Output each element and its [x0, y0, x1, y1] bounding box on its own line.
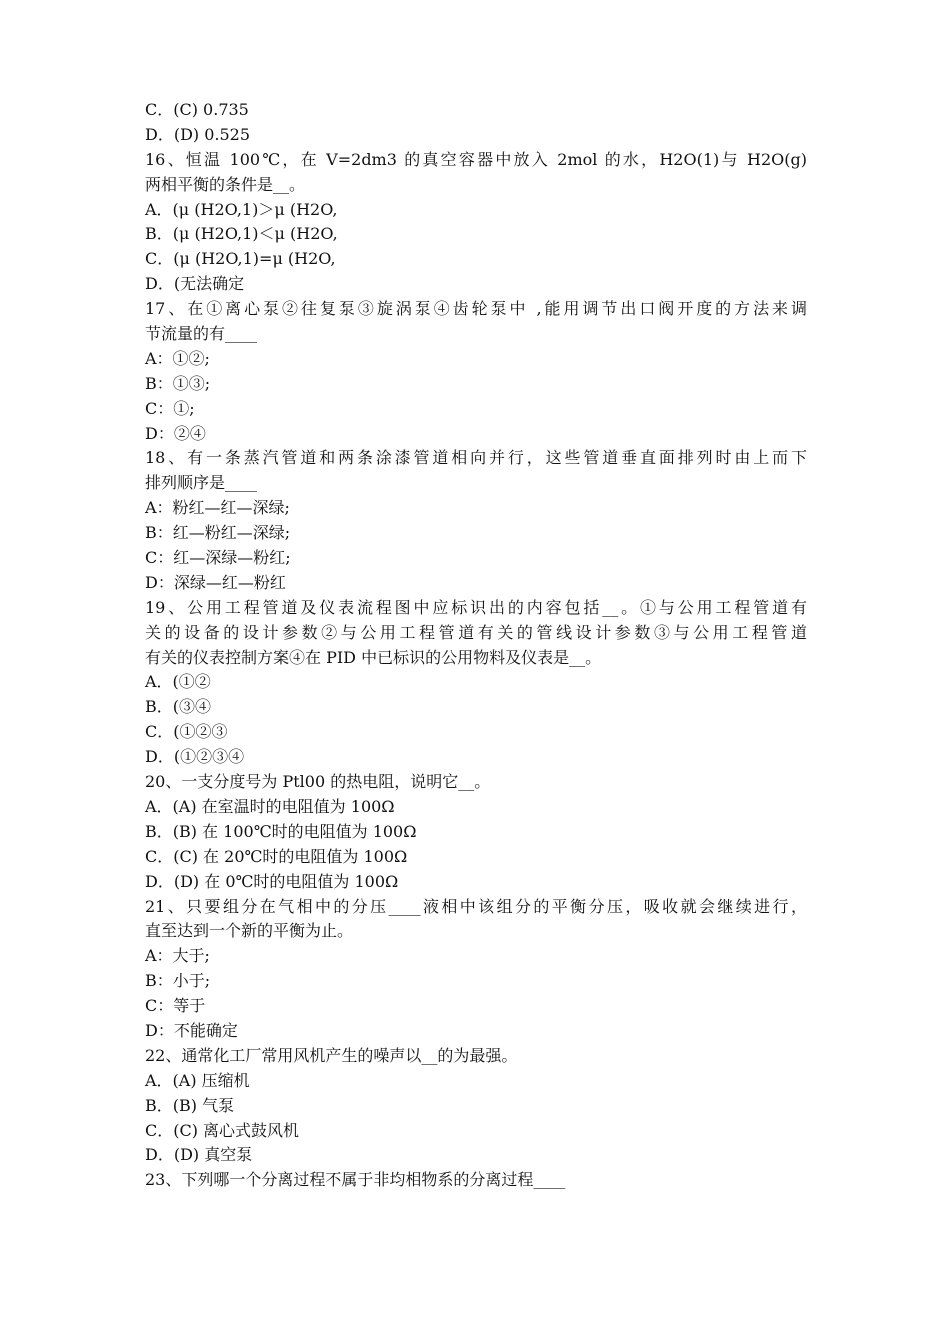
text-line: 23、下列哪一个分离过程不属于非均相物系的分离过程____ — [145, 1170, 566, 1190]
text-line: B．(③④ — [145, 697, 212, 717]
text-line: 21、只要组分在气相中的分压____液相中该组分的平衡分压，吸收就会继续进行， — [145, 896, 807, 916]
text-line: C．(μ (H2O,1)=μ (H2O, — [145, 249, 336, 269]
text-line: D．(D) 0.525 — [145, 124, 251, 144]
text-line: 关的设备的设计参数②与公用工程管道有关的管线设计参数③与公用工程管道 — [145, 622, 807, 642]
text-line: B．(μ (H2O,1)＜μ (H2O, — [145, 224, 338, 244]
text-line: 排列顺序是____ — [145, 473, 258, 493]
text-line: C：红—深绿—粉红; — [145, 548, 291, 568]
text-line: D：②④ — [145, 423, 206, 443]
text-line: A：粉红—红—深绿; — [145, 498, 290, 518]
text-line: 17、在①离心泵②往复泵③旋涡泵④齿轮泵中 ,能用调节出口阀开度的方法来调 — [145, 299, 807, 319]
text-line: B．(B) 在 100℃时的电阻值为 100Ω — [145, 821, 417, 841]
text-line: 22、通常化工厂常用风机产生的噪声以__的为最强。 — [145, 1045, 518, 1065]
text-line: 有关的仪表控制方案④在 PID 中已标识的公用物料及仪表是__。 — [145, 647, 602, 667]
text-line: 直至达到一个新的平衡为止。 — [145, 921, 354, 941]
text-line: 18、有一条蒸汽管道和两条涂漆管道相向并行，这些管道垂直面排列时由上而下 — [145, 448, 807, 468]
text-line: C．(①②③ — [145, 722, 228, 742]
text-line: D：不能确定 — [145, 1020, 238, 1040]
text-line: C：等于 — [145, 996, 206, 1016]
text-line: D．(无法确定 — [145, 274, 245, 294]
text-line: A．(①② — [145, 672, 211, 692]
text-line: A．(A) 压缩机 — [145, 1070, 250, 1090]
text-line: C：①; — [145, 398, 195, 418]
text-line: D．(①②③④ — [145, 747, 245, 767]
text-line: B：小于; — [145, 971, 211, 991]
text-line: A．(μ (H2O,1)＞μ (H2O, — [145, 199, 338, 219]
text-line: D．(D) 在 0℃时的电阻值为 100Ω — [145, 871, 399, 891]
text-line: C．(C) 0.735 — [145, 100, 249, 119]
text-line: 20、一支分度号为 Ptl00 的热电阻，说明它__。 — [145, 772, 491, 792]
text-line: A．(A) 在室温时的电阻值为 100Ω — [145, 796, 395, 816]
text-line: C．(C) 在 20℃时的电阻值为 100Ω — [145, 846, 408, 866]
text-line: C．(C) 离心式鼓风机 — [145, 1120, 300, 1140]
text-line: B：①③; — [145, 373, 211, 393]
text-line: A：大于; — [145, 946, 210, 966]
text-line: D：深绿—红—粉红 — [145, 572, 286, 592]
text-line: B．(B) 气泵 — [145, 1095, 235, 1115]
text-line: A：①②; — [145, 348, 210, 368]
text-line: 16、恒温 100℃，在 V=2dm3 的真空容器中放入 2mol 的水，H2O(1)与 H2O(g) — [145, 149, 807, 169]
text-line: D．(D) 真空泵 — [145, 1145, 253, 1165]
text-line: 两相平衡的条件是__。 — [145, 174, 306, 194]
document-body — [145, 98, 807, 1193]
text-line: 节流量的有____ — [145, 324, 258, 344]
text-line: B：红—粉红—深绿; — [145, 523, 291, 543]
text-line: 19、公用工程管道及仪表流程图中应标识出的内容包括__。①与公用工程管道有 — [145, 597, 807, 617]
